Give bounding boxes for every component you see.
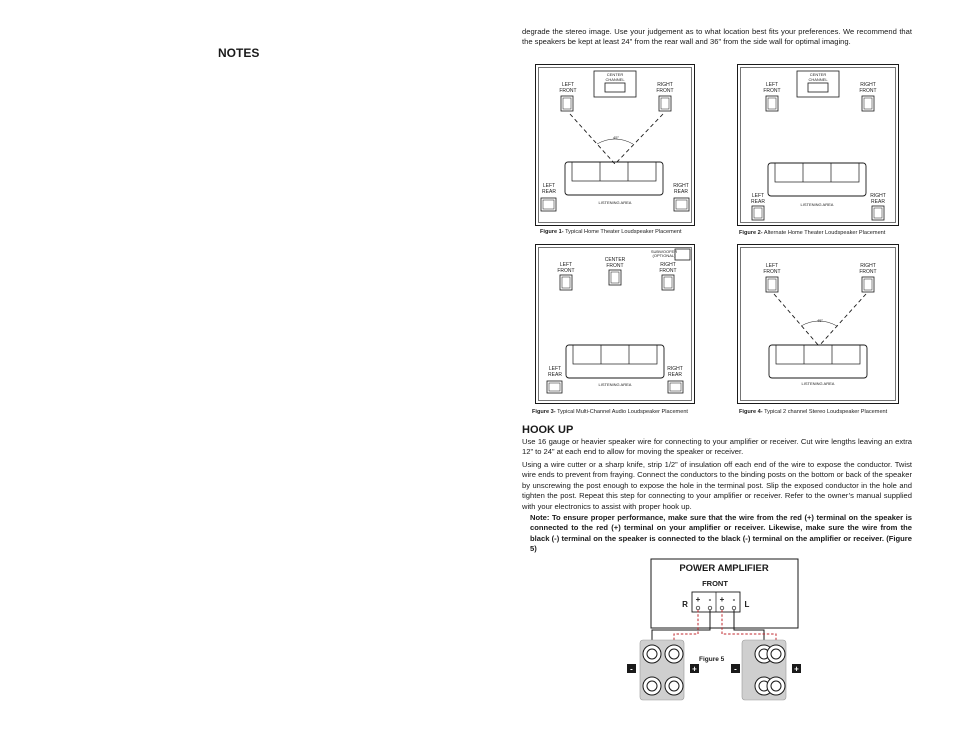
figure-1-number: Figure 1- [540, 229, 564, 235]
label-center: CHANNEL [808, 77, 828, 82]
label-right-front: FRONT [859, 269, 877, 275]
label-left-rear: REAR [542, 189, 556, 195]
figure-5-label: Figure 5 [699, 656, 725, 663]
terminal-minus-label: - [708, 595, 712, 604]
figure-4-number: Figure 4- [739, 409, 763, 415]
label-left-rear: LEFT [548, 366, 562, 372]
label-right-front: FRONT [859, 88, 877, 94]
left-speaker-terminals [640, 640, 684, 700]
hookup-paragraph-2: Using a wire cutter or a sharp knife, strip 1/2” of insulation off each end of the wire to expose the conductor. Twist wire ends to prevent from fraying. Connect the conductors to the binding posts on the bottom or back of the speaker by unscrewing the post enough to expose the hole in the terminal post. Slip the exposed conductor in the hole and tighten the post. Repeat this step for connecting to your amplifier or receiver. Refer to the owner’s manual supplied with your electronics to assist with proper hook up. [522, 460, 912, 511]
right-speaker-terminals [742, 640, 786, 700]
label-subwoofer: (OPTIONAL) [652, 253, 676, 258]
channel-r-label: R [682, 600, 688, 609]
angle-label: 45° [612, 135, 620, 140]
terminal-minus-label: - [732, 595, 736, 604]
label-subwoofer: SUBWOOFER [650, 249, 678, 254]
label-listening-area: LISTENING AREA [800, 202, 834, 207]
figure-3 [535, 244, 695, 404]
label-listening-area: LISTENING AREA [598, 200, 632, 205]
label-left-front: FRONT [559, 88, 577, 94]
hookup-title: HOOK UP [522, 424, 574, 436]
figure-4-caption [739, 409, 887, 415]
label-left-front: LEFT [561, 82, 575, 88]
label-listening-area: LISTENING AREA [598, 382, 632, 387]
label-center: CENTER [606, 72, 624, 77]
channel-l-label: L [744, 600, 750, 609]
label-left-rear: REAR [751, 199, 765, 205]
label-left-front: FRONT [557, 268, 575, 274]
label-right-rear: REAR [871, 199, 885, 205]
label-right-rear: REAR [674, 189, 688, 195]
label-right-rear: REAR [668, 372, 682, 378]
label-right-front: RIGHT [660, 262, 676, 268]
listening-sofa [566, 345, 664, 378]
label-left-front: LEFT [559, 262, 573, 268]
plus-badge-label: + [692, 664, 697, 674]
label-right-rear: RIGHT [667, 366, 683, 372]
label-left-front: LEFT [765, 263, 779, 269]
listening-sofa [565, 162, 663, 195]
figure-1 [535, 64, 695, 226]
label-right-front: RIGHT [657, 82, 673, 88]
figure-2-text: Alternate Home Theater Loudspeaker Placement [763, 230, 886, 236]
hookup-note: Note: To ensure proper performance, make sure that the wire from the red (+) terminal on the speaker is connected to the red (+) terminal on your amplifier or receiver. Likewise, make sure the wire from the black (-) terminal on the speaker is connected to the black (-) terminal on the amplifier or receiver. (Figure 5) [530, 513, 912, 554]
label-right-front: RIGHT [860, 263, 876, 269]
terminal-plus-label: + [719, 595, 725, 604]
plus-badge-label: + [794, 664, 799, 674]
figure-1-caption [540, 229, 682, 235]
figure-4 [737, 244, 899, 404]
figure-2 [737, 64, 899, 226]
label-left-front: FRONT [763, 269, 781, 275]
label-left-front: LEFT [765, 82, 779, 88]
figure-3-text: Typical Multi-Channel Audio Loudspeaker Placement [557, 409, 688, 415]
listening-sofa [769, 345, 867, 378]
minus-badge-label: - [734, 664, 737, 674]
label-center: CENTER [809, 72, 827, 77]
figure-5-wiring [614, 558, 804, 700]
listening-sofa [768, 163, 866, 196]
label-left-front: FRONT [763, 88, 781, 94]
label-right-front: RIGHT [860, 82, 876, 88]
figure-1-text: Typical Home Theater Loudspeaker Placement [565, 229, 682, 235]
angle-label: 45° [816, 318, 824, 323]
label-left-rear: REAR [548, 372, 562, 378]
notes-title: NOTES [218, 46, 260, 60]
label-right-rear: RIGHT [673, 183, 689, 189]
label-right-rear: RIGHT [870, 193, 886, 199]
label-listening-area: LISTENING AREA [801, 381, 835, 386]
figure-2-number: Figure 2- [739, 230, 763, 236]
terminal-plus-label: + [695, 595, 701, 604]
hookup-paragraph-1: Use 16 gauge or heavier speaker wire for connecting to your amplifier or receiver. Cut wire lengths leaving an extra 12” to 24” at each end to allow for moving the speaker or receiver. [522, 437, 912, 457]
figure-3-caption [532, 409, 688, 415]
label-center-front: FRONT [606, 263, 624, 269]
amplifier-title: POWER AMPLIFIER [679, 563, 769, 574]
minus-badge-label: - [630, 664, 633, 674]
label-left-rear: LEFT [542, 183, 556, 189]
figure-2-caption [739, 230, 885, 236]
subwoofer-speaker [675, 249, 690, 260]
label-center: CHANNEL [605, 77, 625, 82]
label-center-front: CENTER [604, 257, 626, 263]
intro-paragraph: degrade the stereo image. Use your judgement as to what location best fits your preferences. We recommend that the speakers be kept at least 24" from the rear wall and 36" from the side wall for optimal imaging. [522, 27, 912, 47]
amplifier-front-label: FRONT [702, 579, 728, 588]
label-right-front: FRONT [656, 88, 674, 94]
label-left-rear: LEFT [751, 193, 765, 199]
figure-4-text: Typical 2 channel Stereo Loudspeaker Placement [764, 409, 888, 415]
label-right-front: FRONT [659, 268, 677, 274]
figure-3-number: Figure 3- [532, 409, 556, 415]
